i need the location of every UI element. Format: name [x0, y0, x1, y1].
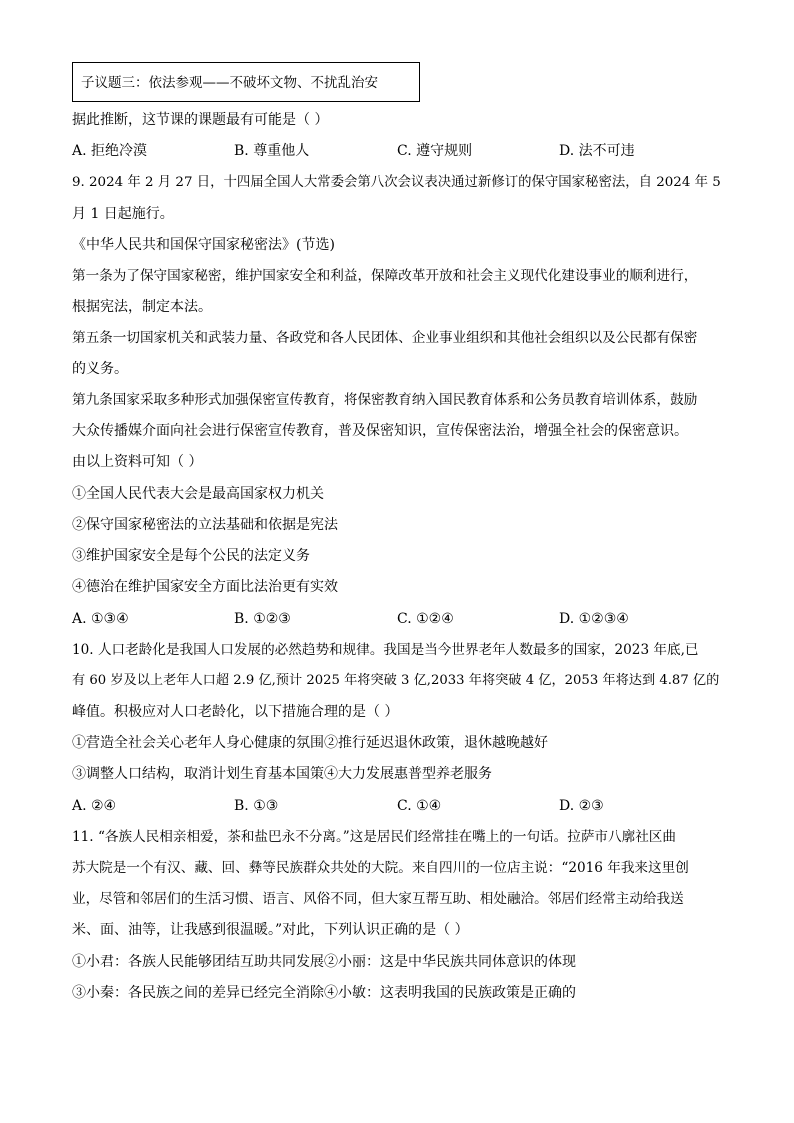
- q9-item-3: ③维护国家安全是每个公民的法定义务: [72, 548, 310, 564]
- q10-option-d: D. ②③: [559, 798, 604, 814]
- q10-option-b: B. ①③: [234, 798, 279, 814]
- q8-option-b: B. 尊重他人: [234, 143, 310, 159]
- sub-topic-box: 子议题三：依法参观——不破坏文物、不扰乱治安: [72, 62, 420, 102]
- q11-item-1: ①小君：各族人民能够团结互助共同发展②小丽：这是中华民族共同体意识的体现: [72, 954, 576, 970]
- q8-option-a: A. 拒绝冷漠: [72, 143, 148, 159]
- q9-law-title: 《中华人民共和国保守国家秘密法》(节选): [72, 237, 335, 253]
- q9-article-5-line-1: 第五条一切国家机关和武装力量、各政党和各人民团体、企业事业组织和其他社会组织以及公民都有保密: [72, 330, 698, 346]
- q10-item-2: ③调整人口结构，取消计划生育基本国策④大力发展惠普型养老服务: [72, 766, 492, 782]
- q9-option-d: D. ①②③④: [559, 611, 629, 627]
- q9-article-1-line-2: 根据宪法，制定本法。: [72, 299, 212, 315]
- q9-article-9-line-2: 大众传播媒介面向社会进行保密宣传教育，普及保密知识，宣传保密法治，增强全社会的保密意识。: [72, 423, 688, 439]
- q11-line-4: 米、面、油等，让我感到很温暖。”对此，下列认识正确的是（ ）: [72, 922, 469, 938]
- q9-stem: 由以上资料可知（ ）: [72, 454, 203, 470]
- q9-item-2: ②保守国家秘密法的立法基础和依据是宪法: [72, 517, 338, 533]
- q9-article-5-line-2: 的义务。: [72, 361, 128, 377]
- q9-article-1-line-1: 第一条为了保守国家秘密，维护国家安全和利益，保障改革开放和社会主义现代化建设事业的顺利进行，: [72, 268, 698, 284]
- q9-item-4: ④德治在维护国家安全方面比法治更有实效: [72, 579, 338, 595]
- q9-article-9-line-1: 第九条国家采取多种形式加强保密宣传教育，将保密教育纳入国民教育体系和公务员教育培训体系，鼓励: [72, 392, 698, 408]
- q9-line-2: 月 1 日起施行。: [72, 206, 174, 222]
- q9-option-c: C. ①②④: [397, 611, 454, 627]
- q8-stem: 据此推断，这节课的课题最有可能是（ ）: [72, 112, 329, 128]
- q9-option-a: A. ①③④: [72, 611, 129, 627]
- q10-line-1: 10. 人口老龄化是我国人口发展的必然趋势和规律。我国是当今世界老年人数最多的国家，2023 年底,已: [72, 642, 699, 658]
- q10-line-3: 峰值。积极应对人口老龄化，以下措施合理的是（ ）: [72, 704, 399, 720]
- q8-option-c: C. 遵守规则: [397, 143, 473, 159]
- q10-line-2: 有 60 岁及以上老年人口超 2.9 亿,预计 2025 年将突破 3 亿,2033 年将突破 4 亿，2053 年将达到 4.87 亿的: [72, 673, 720, 688]
- q8-option-d: D. 法不可违: [559, 143, 635, 159]
- q11-line-2: 苏大院是一个有汉、藏、回、彝等民族群众共处的大院。来自四川的一位店主说：“2016 年我来这里创: [72, 860, 689, 876]
- q11-item-2: ③小秦：各民族之间的差异已经完全消除④小敏：这表明我国的民族政策是正确的: [72, 985, 576, 1001]
- q9-line-1: 9. 2024 年 2 月 27 日，十四届全国人大常委会第八次会议表决通过新修订的保守国家秘密法，自 2024 年 5: [72, 175, 721, 190]
- q10-item-1: ①营造全社会关心老年人身心健康的氛围②推行延迟退休政策，退休越晚越好: [72, 735, 548, 751]
- q9-option-b: B. ①②③: [234, 611, 291, 627]
- q10-option-c: C. ①④: [397, 798, 442, 814]
- q11-line-1: 11. “各族人民相亲相爱，茶和盐巴永不分离。”这是居民们经常挂在嘴上的一句话。拉萨市八廓社区曲: [72, 829, 676, 845]
- q9-item-1: ①全国人民代表大会是最高国家权力机关: [72, 486, 324, 502]
- q11-line-3: 业，尽管和邻居们的生活习惯、语言、风俗不同，但大家互帮互助、相处融洽。邻居们经常主动给我送: [72, 891, 684, 907]
- q10-option-a: A. ②④: [72, 798, 117, 814]
